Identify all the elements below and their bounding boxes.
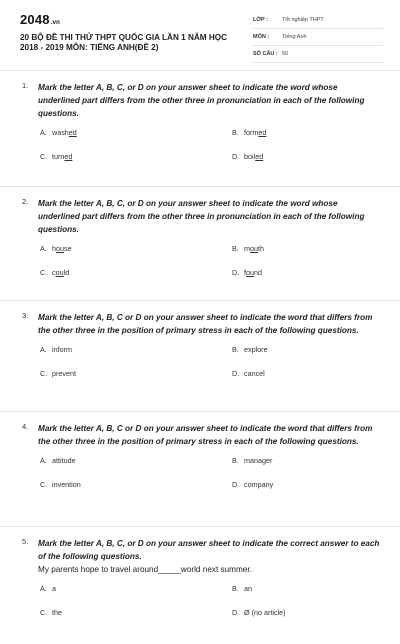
question-5: [0, 526, 400, 644]
option-b[interactable]: [232, 244, 264, 253]
option-text: wash: [52, 128, 69, 137]
option-letter: D.: [232, 268, 240, 277]
logo-text: 2048: [20, 12, 50, 27]
option-letter: A.: [40, 584, 47, 593]
answer-options: [20, 345, 380, 389]
option-text-rest: nd: [254, 268, 262, 277]
question-header: [20, 197, 380, 236]
question-number: 3.: [22, 311, 29, 320]
option-text: Ø (no article): [244, 608, 286, 617]
option-text-rest: ld: [63, 268, 70, 277]
option-text: c: [52, 268, 56, 277]
option-text: f: [244, 268, 246, 277]
question-sentence: My parents hope to travel around_____world next summer.: [38, 565, 252, 574]
meta-value-class: Tốt nghiệp THPT: [282, 17, 324, 23]
option-b[interactable]: [232, 345, 268, 354]
option-text: explore: [244, 345, 268, 354]
option-c[interactable]: [40, 480, 81, 489]
option-a[interactable]: [40, 128, 77, 137]
option-letter: B.: [232, 584, 239, 593]
option-b[interactable]: [232, 456, 272, 465]
option-a[interactable]: [40, 244, 72, 253]
option-underlined-part: ou: [56, 244, 64, 253]
option-letter: B.: [232, 244, 239, 253]
option-d[interactable]: [232, 608, 286, 617]
answer-options: [20, 456, 380, 500]
meta-row-class: [253, 15, 383, 29]
question-prompt: Mark the letter A, B, C, or D on your answer sheet to indicate the word whose underlined part differs from the other three in pronunciation in each of the following questions.: [38, 83, 365, 118]
option-text: inform: [52, 345, 72, 354]
option-text-rest: se: [64, 244, 72, 253]
option-d[interactable]: [232, 268, 262, 277]
option-c[interactable]: [40, 268, 69, 277]
meta-label-subject: MÔN :: [253, 34, 270, 40]
option-text: a: [52, 584, 56, 593]
meta-row-subject: [253, 32, 383, 46]
option-text: invention: [52, 480, 81, 489]
option-letter: C.: [40, 152, 48, 161]
option-text: boil: [244, 152, 256, 161]
option-d[interactable]: [232, 480, 273, 489]
option-letter: B.: [232, 345, 239, 354]
option-letter: B.: [232, 456, 239, 465]
option-text: cancel: [244, 369, 265, 378]
question-3: [0, 300, 400, 411]
meta-row-question-count: [253, 49, 383, 63]
option-letter: C.: [40, 608, 48, 617]
question-number: 2.: [22, 197, 29, 206]
option-text: an: [244, 584, 252, 593]
option-c[interactable]: [40, 369, 76, 378]
option-a[interactable]: [40, 456, 76, 465]
question-prompt: Mark the letter A, B, C, or D on your answer sheet to indicate the word whose underlined part differs from the other three in pronunciation in each of the following questions.: [38, 199, 365, 234]
option-underlined-part: ed: [68, 128, 77, 137]
question-header: [20, 81, 380, 120]
option-c[interactable]: [40, 608, 62, 617]
option-underlined-part: ou: [246, 268, 254, 277]
option-a[interactable]: [40, 584, 56, 593]
option-letter: C.: [40, 369, 48, 378]
option-a[interactable]: [40, 345, 72, 354]
question-number: 4.: [22, 422, 29, 431]
option-underlined-part: ed: [258, 128, 267, 137]
option-text: m: [244, 244, 250, 253]
meta-label-question-count: SỐ CÂU :: [253, 51, 278, 57]
question-number: 5.: [22, 537, 29, 546]
answer-options: [20, 584, 380, 628]
option-underlined-part: ou: [250, 244, 258, 253]
option-text: turn: [52, 152, 65, 161]
option-d[interactable]: [232, 152, 263, 161]
answer-options: [20, 244, 380, 288]
question-prompt: Mark the letter A, B, C, or D on your answer sheet to indicate the correct answer to each of the following questions.: [38, 539, 380, 561]
question-2: [0, 186, 400, 300]
question-prompt: Mark the letter A, B, C or D on your answer sheet to indicate the word that differs from the other three in the position of primary stress in each of the following questions.: [38, 313, 373, 335]
option-text: attitude: [52, 456, 76, 465]
question-header: [20, 311, 380, 337]
meta-value-subject: Tiếng Anh: [282, 34, 307, 40]
question-header: [20, 422, 380, 448]
option-b[interactable]: [232, 128, 266, 137]
option-letter: A.: [40, 456, 47, 465]
option-b[interactable]: [232, 584, 252, 593]
site-logo[interactable]: [20, 12, 60, 27]
exam-meta: [253, 15, 383, 66]
option-letter: A.: [40, 244, 47, 253]
meta-label-class: LỚP :: [253, 17, 268, 23]
page-header: [0, 0, 400, 70]
option-letter: D.: [232, 152, 240, 161]
meta-value-question-count: 50: [282, 51, 289, 57]
option-underlined-part: ou: [55, 268, 64, 277]
option-letter: D.: [232, 480, 240, 489]
option-letter: B.: [232, 128, 239, 137]
option-text: prevent: [52, 369, 76, 378]
question-prompt: Mark the letter A, B, C or D on your answer sheet to indicate the word that differs from the other three in the position of primary stress in each of the following questions.: [38, 424, 373, 446]
option-text-rest: th: [258, 244, 264, 253]
question-1: [0, 70, 400, 186]
question-list: [0, 70, 400, 644]
option-letter: A.: [40, 345, 47, 354]
option-underlined-part: ed: [64, 152, 73, 161]
option-c[interactable]: [40, 152, 72, 161]
option-text: company: [244, 480, 274, 489]
document-title: 20 BỘ ĐỀ THI THỬ THPT QUỐC GIA LẦN 1 NĂM HỌC 2018 - 2019 MÔN: TIẾNG ANH(ĐỀ 2): [20, 33, 228, 52]
logo-domain: .vn: [50, 20, 61, 26]
option-d[interactable]: [232, 369, 265, 378]
answer-options: [20, 128, 380, 172]
option-text: form: [244, 128, 259, 137]
option-letter: D.: [232, 369, 240, 378]
option-text: manager: [244, 456, 273, 465]
option-letter: D.: [232, 608, 240, 617]
question-4: [0, 411, 400, 526]
option-letter: C.: [40, 480, 48, 489]
question-header: [20, 537, 380, 576]
option-letter: C.: [40, 268, 48, 277]
question-number: 1.: [22, 81, 29, 90]
option-text: h: [52, 244, 56, 253]
option-letter: A.: [40, 128, 47, 137]
option-underlined-part: ed: [255, 152, 264, 161]
option-text: the: [52, 608, 62, 617]
